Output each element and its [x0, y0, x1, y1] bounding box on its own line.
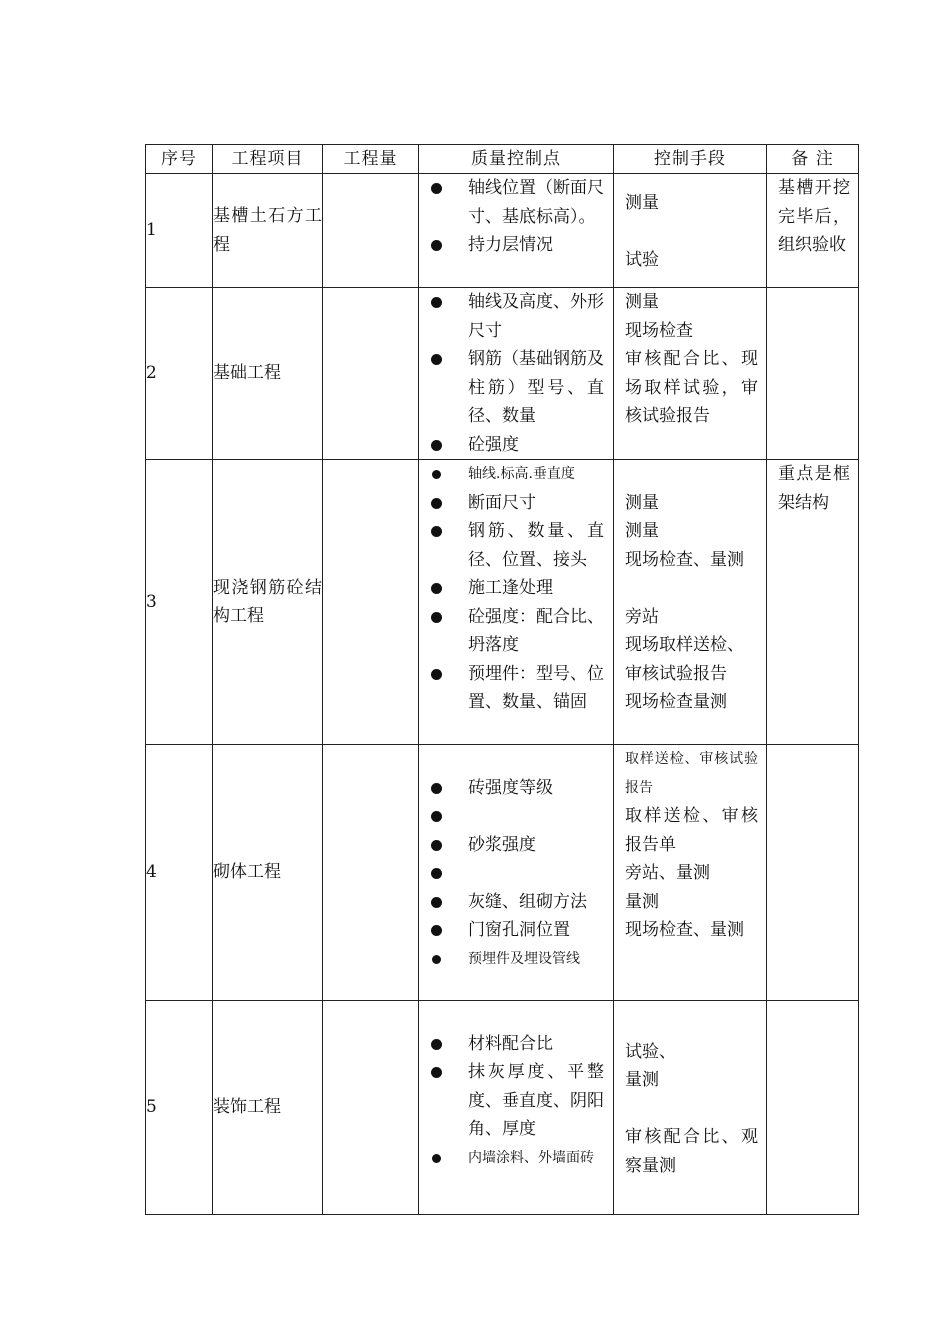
row-means — [614, 460, 767, 745]
row-quantity — [323, 1001, 419, 1215]
notes-text: 基槽开挖完毕后，组织验收 — [778, 178, 850, 255]
row-quantity — [323, 460, 419, 745]
header-notes: 备 注 — [767, 145, 859, 174]
row-project: 基础工程 — [213, 288, 323, 460]
row-quantity — [323, 288, 419, 460]
list-item: 材料配合比 — [419, 1030, 613, 1059]
list-item: 持力层情况 — [419, 231, 613, 260]
means-line: 现场检查、量测 — [625, 549, 744, 570]
means-line: 量测 — [625, 1070, 659, 1090]
row-no: 1 — [146, 174, 213, 288]
list-item: 轴线位置（断面尺寸、基底标高）。 — [419, 174, 613, 231]
list-item: 砂浆强度 — [419, 831, 613, 860]
row-quantity — [323, 745, 419, 1001]
list-item: 轴线.标高.垂直度 — [419, 460, 613, 489]
means-line: 测量 — [625, 492, 659, 513]
list-item: 内墙涂料、外墙面砖 — [419, 1144, 613, 1173]
quality-control-table — [145, 144, 859, 1215]
header-no: 序号 — [146, 145, 213, 174]
row-points — [419, 745, 614, 1001]
means-line: 旁站、量测 — [625, 863, 710, 883]
means-line: 测量 — [625, 192, 659, 213]
list-item: 施工逢处理 — [419, 574, 613, 603]
row-no: 3 — [146, 460, 213, 745]
means-line: 试验、 — [625, 1041, 676, 1062]
list-item: 灰缝、组砌方法 — [419, 888, 613, 917]
notes-text: 重点是框架结构 — [778, 464, 850, 513]
means-line: 旁站 — [625, 606, 659, 627]
means-line: 测量 — [625, 292, 659, 312]
means-line: 现场检查 — [625, 320, 693, 341]
table-row — [146, 745, 859, 1001]
means-line: 现场检查、量测 — [625, 920, 744, 940]
row-points — [419, 1001, 614, 1215]
means-line: 测量 — [625, 521, 659, 541]
row-points — [419, 460, 614, 745]
row-no: 4 — [146, 745, 213, 1001]
row-project: 基槽土石方工程 — [213, 174, 323, 288]
list-item: 钢筋（基础钢筋及柱筋）型号、直径、数量 — [419, 345, 613, 431]
means-line: 量测 — [625, 891, 659, 912]
header-project: 工程项目 — [213, 145, 323, 174]
means-line: 取样送检、审核试验报告 — [625, 751, 758, 796]
header-points: 质量控制点 — [419, 145, 614, 174]
row-no: 2 — [146, 288, 213, 460]
list-item: 砖强度等级 — [419, 774, 613, 803]
list-item: 轴线及高度、外形尺寸 — [419, 288, 613, 345]
row-notes — [767, 745, 859, 1001]
row-points — [419, 288, 614, 460]
means-line: 审核试验报告 — [625, 663, 727, 684]
list-item: 钢筋、数量、直径、位置、接头 — [419, 517, 613, 574]
row-means — [614, 288, 767, 460]
table-row — [146, 174, 859, 288]
row-no: 5 — [146, 1001, 213, 1215]
means-line: 审核配合比、现场取样试验，审核试验报告 — [625, 349, 758, 426]
header-means: 控制手段 — [614, 145, 767, 174]
row-means — [614, 174, 767, 288]
means-line: 取样送检、审核报告单 — [625, 806, 758, 855]
list-item: 门窗孔洞位置 — [419, 916, 613, 945]
list-item: 断面尺寸 — [419, 489, 613, 518]
means-line: 现场检查量测 — [625, 692, 727, 712]
list-item: 预埋件及埋设管线 — [419, 945, 613, 974]
list-item: 抹灰厚度、平整度、垂直度、阴阳角、厚度 — [419, 1058, 613, 1144]
list-item: 砼强度：配合比、坍落度 — [419, 603, 613, 660]
table-row — [146, 1001, 859, 1215]
row-notes — [767, 174, 859, 288]
row-project: 装饰工程 — [213, 1001, 323, 1215]
row-points — [419, 174, 614, 288]
means-line: 试验 — [625, 249, 659, 270]
row-means — [614, 745, 767, 1001]
means-line: 现场取样送检、 — [625, 635, 744, 655]
row-notes — [767, 1001, 859, 1215]
row-means — [614, 1001, 767, 1215]
row-notes — [767, 288, 859, 460]
list-item: 预埋件：型号、位置、数量、锚固 — [419, 660, 613, 717]
row-project: 现浇钢筋砼结构工程 — [213, 460, 323, 745]
row-quantity — [323, 174, 419, 288]
table-row — [146, 288, 859, 460]
list-item: 砼强度 — [419, 431, 613, 460]
header-quantity: 工程量 — [323, 145, 419, 174]
means-line: 审核配合比、观察量测 — [625, 1127, 758, 1176]
header-row — [146, 145, 859, 174]
row-project: 砌体工程 — [213, 745, 323, 1001]
table-row — [146, 460, 859, 745]
row-notes — [767, 460, 859, 745]
